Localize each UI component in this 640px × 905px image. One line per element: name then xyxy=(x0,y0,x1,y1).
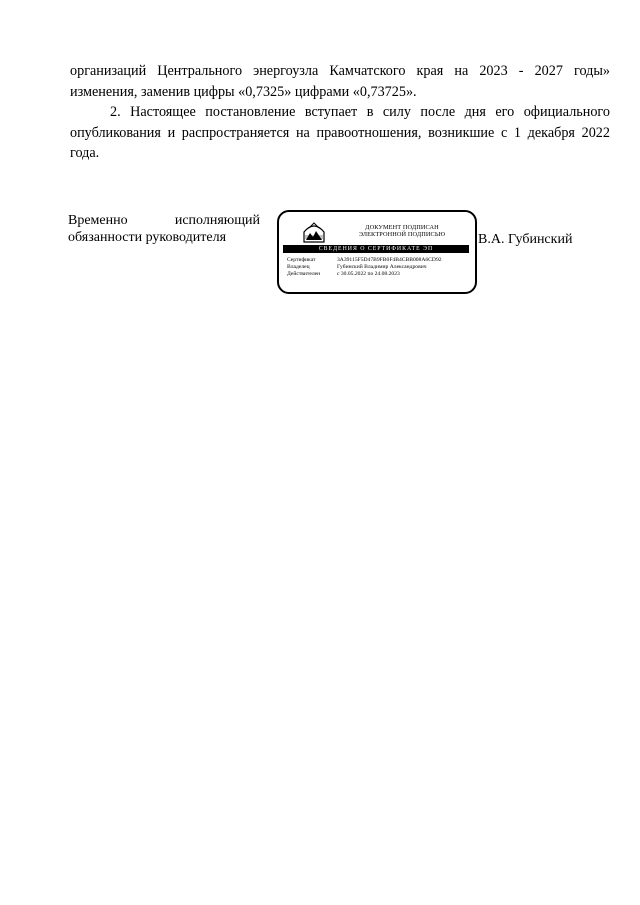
stamp-row-owner xyxy=(287,264,442,271)
stamp-certificate-details xyxy=(287,257,442,278)
coat-of-arms-emblem-icon xyxy=(301,218,327,244)
signer-position-line-2: обязанности руководителя xyxy=(68,230,227,245)
stamp-row-label: Сертификат xyxy=(287,257,316,263)
stamp-header-line-1: ДОКУМЕНТ ПОДПИСАН xyxy=(365,224,439,231)
stamp-row-label: Владелец xyxy=(287,264,310,270)
stamp-certificate-bar: СВЕДЕНИЯ О СЕРТИФИКАТЕ ЭП xyxy=(283,245,469,253)
signer-position-line-1: Временно исполняющий xyxy=(68,213,260,228)
stamp-row-validity xyxy=(287,271,442,278)
paragraph-amendment: организаций Центрального энергоузла Камчатского края на 2023 - 2027 годы» изменения, заменив цифры «0,7325» цифрами «0,73725». xyxy=(70,63,610,100)
stamp-row-certificate xyxy=(287,257,442,264)
stamp-row-value: Губинский Владимир Александрович xyxy=(337,264,427,270)
signer-position xyxy=(68,212,260,246)
stamp-header-line-2: ЭЛЕКТРОННОЙ ПОДПИСЬЮ xyxy=(358,231,446,239)
paragraph-effective-date: 2. Настоящее постановление вступает в силу после дня его официального опубликования и распространяется на правоотношения, возникшие с 1 декабря 2022 года. xyxy=(70,104,610,161)
signer-name: В.А. Губинский xyxy=(478,232,573,247)
stamp-header xyxy=(337,224,467,238)
stamp-row-label: Действителен xyxy=(287,271,321,277)
stamp-row-value: с 30.05.2022 по 24.08.2023 xyxy=(337,271,400,277)
stamp-row-value: 3A39115F5D47B9FB0F4B4CBB008A6CD92 xyxy=(337,257,442,263)
electronic-signature-stamp xyxy=(277,210,477,294)
